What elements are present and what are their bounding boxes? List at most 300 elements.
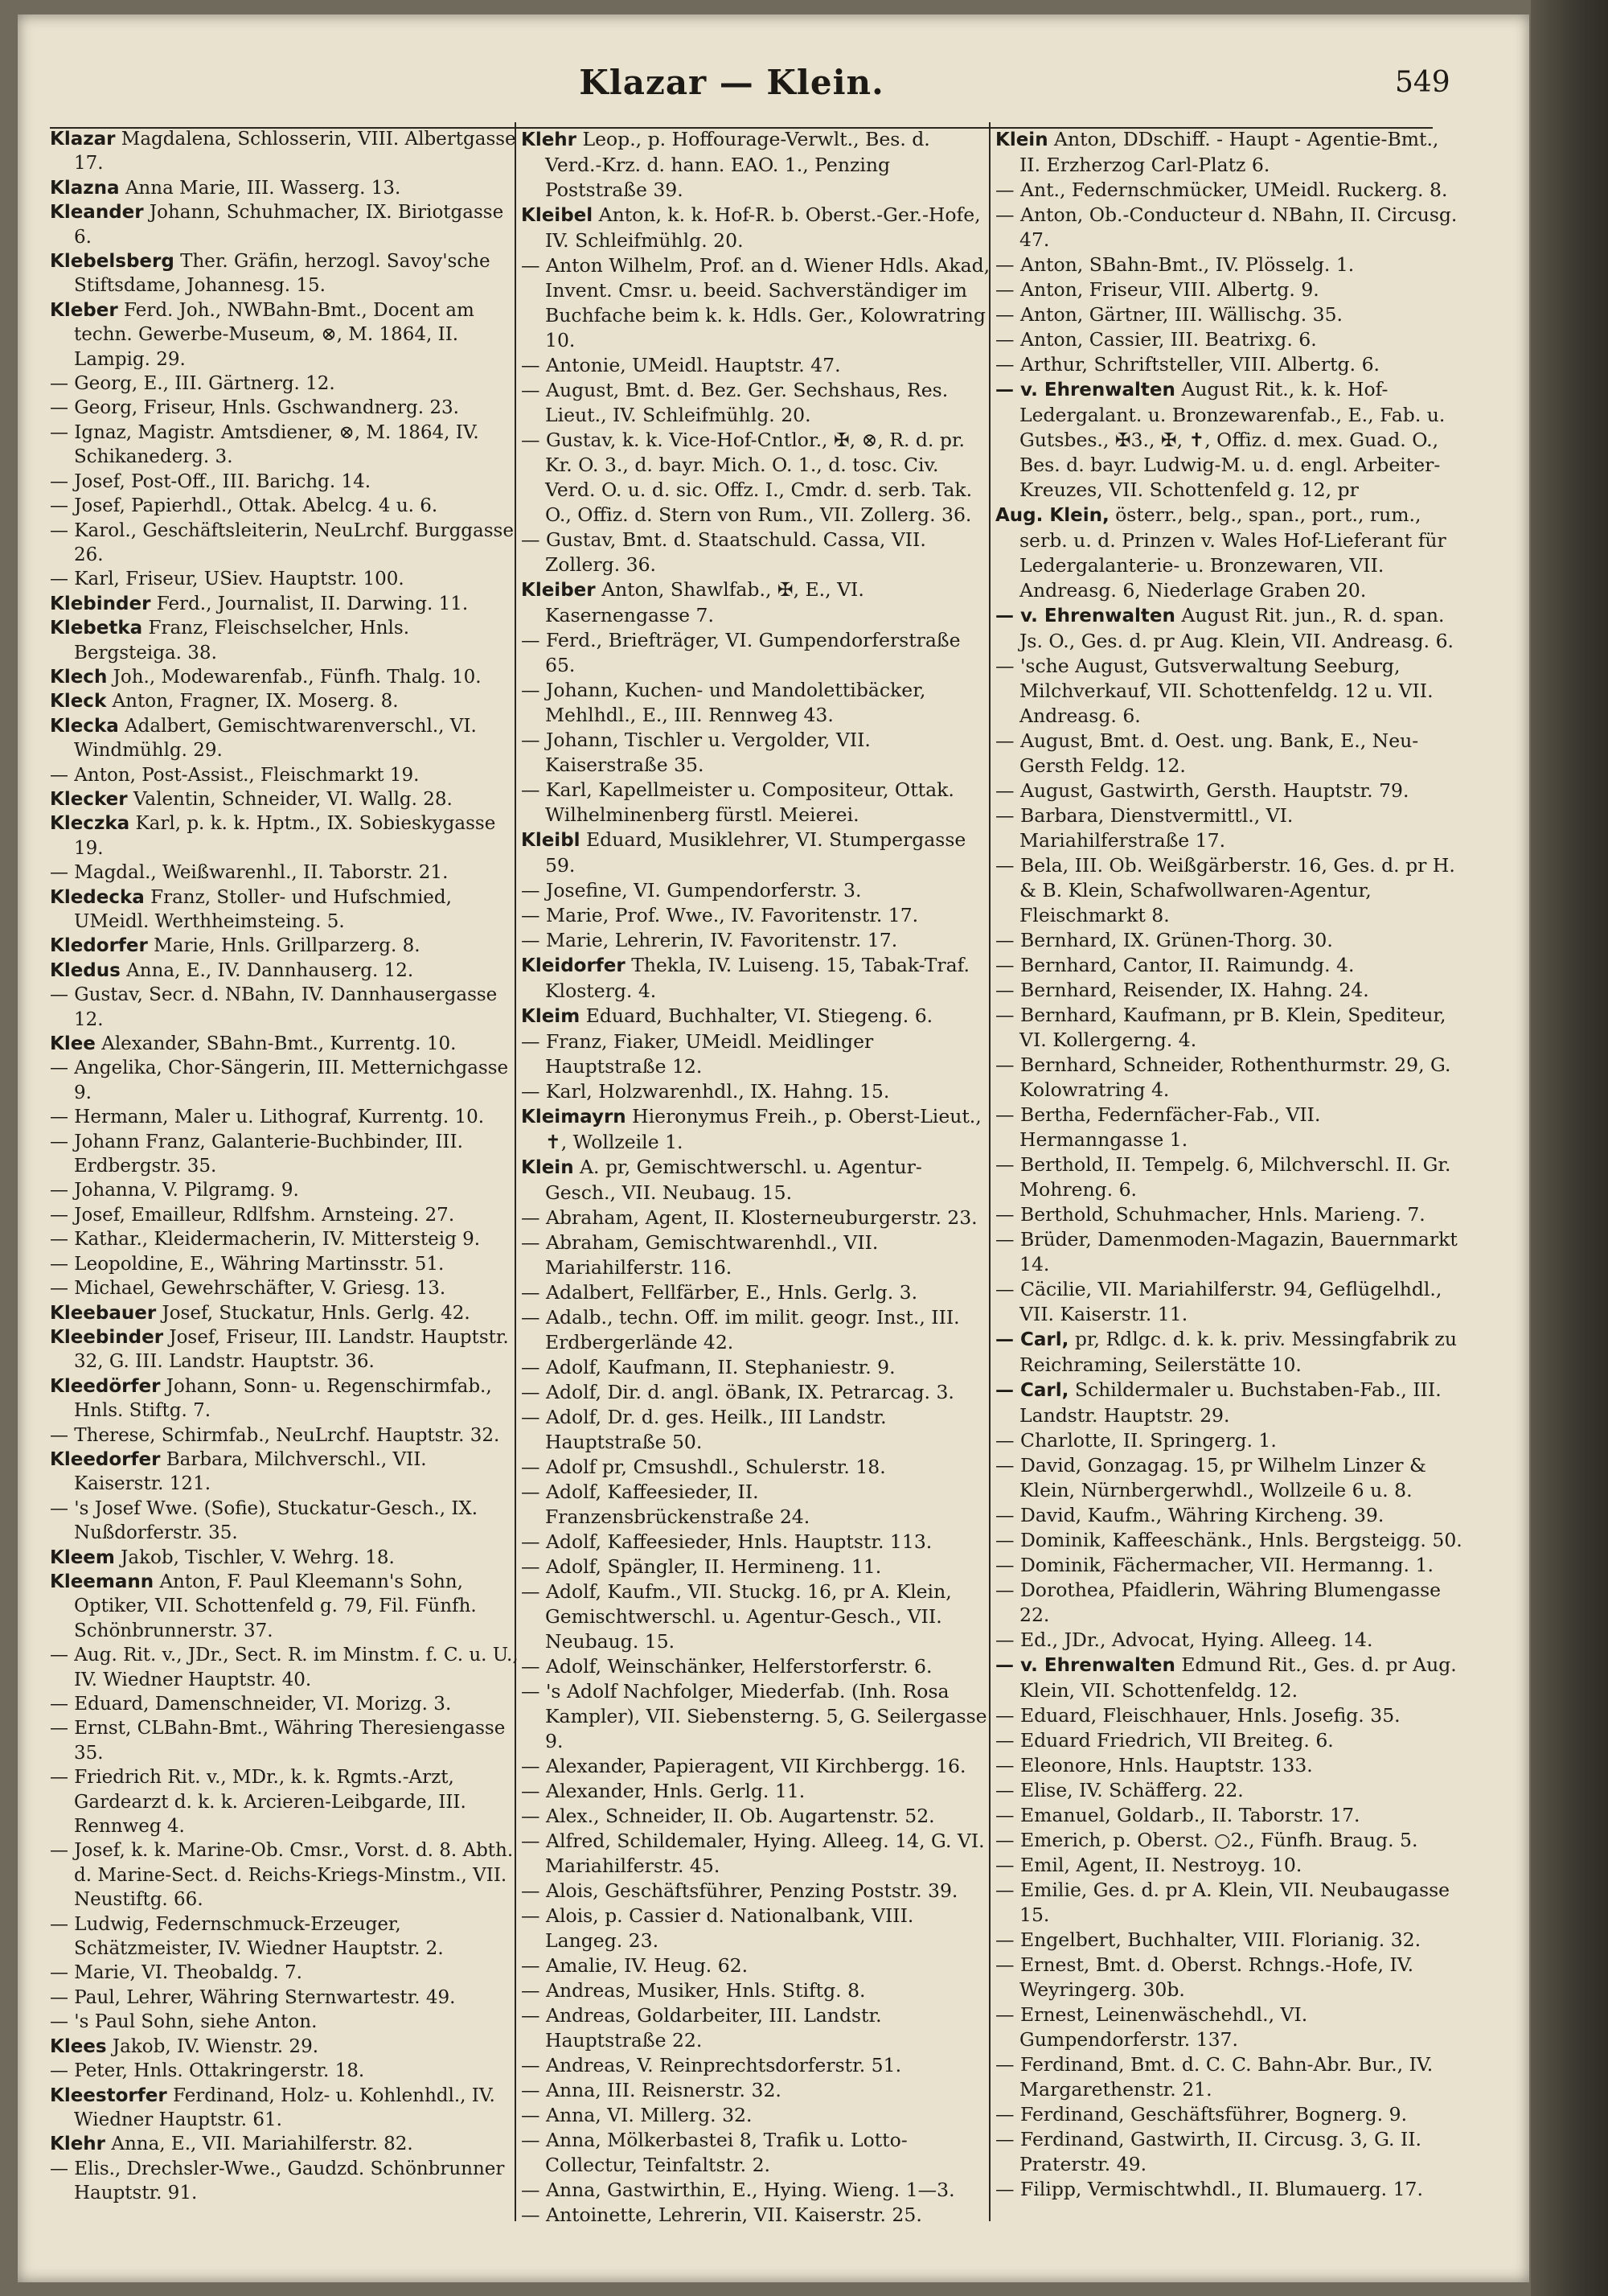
entry-surname: Kleczka	[50, 813, 130, 835]
entry-surname: Aug. Klein,	[995, 505, 1110, 526]
entry-surname: Kleim	[521, 1006, 580, 1027]
directory-entry	[521, 1380, 991, 1405]
entry-details: Eduard, Buchhalter, VI. Stiegeng. 6.	[580, 1004, 933, 1027]
column-3	[995, 127, 1465, 2202]
entry-surname: Kleedörfer	[50, 1375, 161, 1397]
entry-details: Josef, Friseur, III. Landstr. Hauptstr. 32, G. III. Landstr. Hauptstr. 36.	[74, 1326, 509, 1373]
entry-details: — Alois, Geschäftsführer, Penzing Poststr. 39.	[521, 1879, 958, 1902]
entry-details: Edmund Rit., Ges. d. pr Aug. Klein, VII. Schottenfeldg. 12.	[1019, 1653, 1457, 1702]
directory-entry	[521, 2103, 991, 2128]
entry-surname: Kleebauer	[50, 1302, 157, 1324]
entry-details: — Johann, Tischler u. Vergolder, VII. Kaiserstraße 35.	[521, 729, 871, 776]
entry-details: — Adolf, Kaffeesieder, Hnls. Hauptstr. 113.	[521, 1530, 933, 1553]
entry-details: — Ferd., Briefträger, VI. Gumpendorferstraße 65.	[521, 629, 961, 676]
entry-surname: Klebelsberg	[50, 251, 174, 273]
entry-details: — Hermann, Maler u. Lithograf, Kurrentg. 10.	[50, 1107, 485, 1128]
entry-details: August Rit., k. k. Hof-Ledergalant. u. Bronzewarenfab., E., Fab. u. Gutsbes., ✠3., ✠, ✝, Offiz. d. mex. Guad. O., Bes. d. bayr. Ludwig-M. u. d. engl. Arbeiter-Kreuzes, VII. Schottenfeld g. 12, pr	[1019, 378, 1446, 501]
directory-entry	[995, 953, 1465, 978]
entry-surname: — v. Ehrenwalten	[995, 380, 1175, 400]
entry-details: Marie, Hnls. Grillparzerg. 8.	[147, 935, 420, 957]
directory-entry	[50, 1301, 519, 1325]
entry-details: — Josef, Post-Off., III. Barichg. 14.	[50, 470, 371, 492]
entry-details: — Paul, Lehrer, Währing Sternwartestr. 49.	[50, 1986, 456, 2008]
entry-surname: Klebinder	[50, 593, 151, 614]
directory-entry	[995, 1428, 1465, 1453]
entry-surname: Klein	[521, 1157, 574, 1178]
book-spine	[1531, 0, 1608, 2296]
entry-details: Anna Marie, III. Wasserg. 13.	[119, 177, 401, 199]
entry-details: Eduard, Musiklehrer, VI. Stumpergasse 59.	[545, 828, 966, 877]
entry-surname: Klein	[995, 129, 1048, 150]
entry-details: — Georg, Friseur, Hnls. Gschwandnerg. 23.	[50, 397, 459, 419]
directory-entry	[50, 372, 519, 396]
entry-details: — Michael, Gewehrschäfter, V. Griesg. 13.	[50, 1278, 446, 1300]
entry-details: — Anna, Gastwirthin, E., Hying. Wieng. 1—3.	[521, 2179, 955, 2201]
entry-details: — Eleonore, Hnls. Hauptstr. 133.	[995, 1754, 1313, 1776]
entry-surname: Kleemann	[50, 1571, 154, 1592]
entry-details: — Emerich, p. Oberst. ○2., Fünfh. Braug. 5.	[995, 1829, 1418, 1851]
entry-details: — Angelika, Chor-Sängerin, III. Metternichgasse 9.	[50, 1058, 509, 1103]
entry-details: — David, Gonzagag. 15, pr Wilhelm Linzer & Klein, Nürnbergerwhdl., Wollzeile 6 u. 8.	[995, 1454, 1426, 1501]
directory-entry	[995, 253, 1465, 277]
directory-entry	[521, 2203, 991, 2228]
entry-details: — Adolf, Weinschänker, Helferstorferstr. 6.	[521, 1655, 933, 1678]
directory-entry	[995, 1653, 1465, 1703]
directory-entry	[521, 1829, 991, 1879]
directory-entry	[995, 2052, 1465, 2102]
entry-details: — Cäcilie, VII. Mariahilferstr. 94, Geflügelhdl., VII. Kaiserstr. 11.	[995, 1278, 1442, 1325]
entry-surname: Kledus	[50, 959, 121, 981]
directory-entry	[521, 1904, 991, 1953]
entry-details: — Karol., Geschäftsleiterin, NeuLrchf. Burggasse 26.	[50, 520, 514, 565]
directory-entry	[521, 1230, 991, 1280]
entry-details: — Anton Wilhelm, Prof. an d. Wiener Hdls. Akad, Invent. Cmsr. u. beeid. Sachverständiger im Buchfache beim k. k. Hdls. Ger., Kolowratring 10.	[521, 254, 991, 351]
directory-entry	[521, 1405, 991, 1455]
directory-entry	[521, 878, 991, 903]
entry-details: — Andreas, Musiker, Hnls. Stiftg. 8.	[521, 1979, 866, 2002]
directory-entry	[50, 1056, 519, 1105]
entry-details: — Ferdinand, Geschäftsführer, Bognerg. 9.	[995, 2103, 1408, 2126]
entry-details: Hieronymus Freih., p. Oberst-Lieut., ✝, Wollzeile 1.	[545, 1105, 982, 1153]
directory-entry	[521, 1206, 991, 1230]
directory-entry	[50, 1276, 519, 1300]
entry-surname: Kleimayrn	[521, 1107, 626, 1127]
entry-details: — Anna, VI. Millerg. 32.	[521, 2104, 753, 2126]
entry-details: — Elis., Drechsler-Wwe., Gaudzd. Schönbrunner Hauptstr. 91.	[50, 2158, 505, 2204]
directory-entry	[995, 978, 1465, 1003]
directory-entry	[50, 1374, 519, 1423]
entry-surname: Kleander	[50, 202, 144, 224]
entry-details: — Dorothea, Pfaidlerin, Währing Blumengasse 22.	[995, 1579, 1442, 1626]
entry-details: Schildermaler u. Buchstaben-Fab., III. Landstr. Hauptstr. 29.	[1019, 1378, 1442, 1427]
directory-entry	[995, 1878, 1465, 1928]
entry-surname: Kleibl	[521, 830, 580, 851]
entry-details: — Gustav, Bmt. d. Staatschuld. Cassa, VII. Zollerg. 36.	[521, 528, 926, 576]
directory-entry	[521, 1779, 991, 1804]
directory-entry	[995, 203, 1465, 253]
entry-details: Ferd., Journalist, II. Darwing. 11.	[150, 593, 469, 614]
entry-details: — Johanna, V. Pilgramg. 9.	[50, 1180, 299, 1201]
entry-details: — 's Paul Sohn, siehe Anton.	[50, 2011, 318, 2033]
entry-surname: Kledorfer	[50, 935, 148, 957]
directory-entry	[521, 1104, 991, 1155]
entry-details: — Anton, SBahn-Bmt., IV. Plösselg. 1.	[995, 253, 1355, 276]
entry-details: Ther. Gräfin, herzogl. Savoy'sche Stiftsdame, Johannesg. 15.	[74, 251, 490, 297]
directory-entry	[50, 1643, 519, 1692]
entry-details: — Adolf pr, Cmsushdl., Schulerstr. 18.	[521, 1456, 886, 1478]
directory-entry	[521, 2128, 991, 2178]
entry-surname: Kleestorfer	[50, 2084, 167, 2106]
entry-details: — Eduard, Fleischhauer, Hnls. Josefig. 35.	[995, 1704, 1401, 1727]
directory-entry	[995, 1728, 1465, 1753]
entry-details: — Emilie, Ges. d. pr A. Klein, VII. Neubaugasse 15.	[995, 1879, 1450, 1926]
entry-details: — Ferdinand, Gastwirth, II. Circusg. 3, G. II. Praterstr. 49.	[995, 2128, 1422, 2175]
entry-details: Franz, Stoller- und Hufschmied, UMeidl. Werthheimsteing. 5.	[74, 886, 452, 932]
directory-entry	[521, 778, 991, 828]
entry-surname: Klech	[50, 666, 108, 688]
directory-entry	[50, 1692, 519, 1716]
entry-details: — Marie, VI. Theobaldg. 7.	[50, 1962, 302, 1984]
entry-details: Leop., p. Hoffourage-Verwlt., Bes. d. Verd.-Krz. d. hann. EAO. 1., Penzing Poststraße 39.	[545, 128, 930, 201]
entry-details: — Abraham, Agent, II. Klosterneuburgerstr. 23.	[521, 1206, 978, 1229]
entry-details: — Eduard, Damenschneider, VI. Morizg. 3.	[50, 1694, 452, 1715]
directory-entry	[521, 1079, 991, 1104]
directory-entry	[521, 928, 991, 953]
entry-details: — Johann Franz, Galanterie-Buchbinder, III. Erdbergstr. 35.	[50, 1131, 463, 1177]
directory-entry	[521, 353, 991, 378]
directory-entry	[995, 1778, 1465, 1803]
directory-entry	[50, 983, 519, 1032]
directory-entry	[50, 1765, 519, 1838]
directory-entry	[50, 1716, 519, 1765]
directory-entry	[50, 1105, 519, 1129]
entry-details: — 'sche August, Gutsverwaltung Seeburg, Milchverkauf, VII. Schottenfeldg. 12 u. VII. Andreasg. 6.	[995, 655, 1434, 727]
entry-details: — Anton, Gärtner, III. Wällischg. 35.	[995, 303, 1343, 326]
directory-entry	[521, 1579, 991, 1654]
entry-details: — Antonie, UMeidl. Hauptstr. 47.	[521, 354, 841, 376]
directory-entry	[50, 127, 519, 176]
directory-entry	[995, 1628, 1465, 1653]
directory-entry	[50, 298, 519, 372]
entry-details: — Adolf, Dr. d. ges. Heilk., III Landstr. Hauptstraße 50.	[521, 1406, 887, 1453]
entry-details: — Adolf, Dir. d. angl. öBank, IX. Petrarcag. 3.	[521, 1381, 954, 1403]
directory-entry	[995, 178, 1465, 203]
entry-details: — Kathar., Kleidermacherin, IV. Mittersteig 9.	[50, 1229, 481, 1251]
directory-entry	[995, 2002, 1465, 2052]
directory-entry	[521, 628, 991, 678]
directory-entry	[995, 277, 1465, 302]
directory-entry	[521, 1355, 991, 1380]
entry-details: — Dominik, Fächermacher, VII. Hermanng. 1.	[995, 1554, 1434, 1576]
directory-entry	[521, 1953, 991, 1978]
entry-surname: Kleiber	[521, 580, 596, 601]
entry-details: Ferdinand, Holz- u. Kohlenhdl., IV. Wiedner Hauptstr. 61.	[74, 2084, 495, 2130]
directory-entry	[995, 1003, 1465, 1053]
directory-entry	[521, 2178, 991, 2203]
entry-details: — Adolf, Spängler, II. Hermineng. 11.	[521, 1555, 882, 1578]
directory-entry	[50, 1178, 519, 1202]
directory-entry	[50, 1227, 519, 1251]
entry-details: — Brüder, Damenmoden-Magazin, Bauernmarkt 14.	[995, 1228, 1458, 1275]
directory-entry	[50, 1912, 519, 1961]
entry-details: — Josef, Papierhdl., Ottak. Abelcg. 4 u. 6.	[50, 495, 438, 517]
directory-entry	[521, 2078, 991, 2103]
directory-entry	[995, 1828, 1465, 1853]
directory-entry	[50, 860, 519, 885]
entry-details: — Gustav, k. k. Vice-Hof-Cntlor., ✠, ⊗, R. d. pr. Kr. O. 3., d. bayr. Mich. O. 1., d. tosc. Civ. Verd. O. u. d. sic. Offz. I., Cmdr. d. serb. Tak. O., Offiz. d. Stern von Rum., VII. Zollerg. 36.	[521, 429, 973, 526]
entry-details: — Karl, Friseur, USiev. Hauptstr. 100.	[50, 569, 404, 590]
entry-details: — Antoinette, Lehrerin, VII. Kaiserstr. 25.	[521, 2204, 922, 2226]
entry-details: — Bernhard, Cantor, II. Raimundg. 4.	[995, 954, 1355, 976]
entry-surname: Klehr	[50, 2134, 106, 2155]
entry-surname: Klazna	[50, 177, 120, 199]
entry-details: — Adolf, Kaufm., VII. Stuckg. 16, pr A. Klein, Gemischtwerschl. u. Agentur-Gesch., VII. Neubaug. 15.	[521, 1580, 952, 1653]
entry-details: — August, Gastwirth, Gersth. Hauptstr. 79.	[995, 779, 1409, 802]
directory-entry	[995, 1103, 1465, 1152]
entry-details: — Barbara, Dienstvermittl., VI. Mariahilferstraße 17.	[995, 804, 1294, 852]
directory-entry	[521, 2053, 991, 2078]
directory-entry	[995, 2127, 1465, 2177]
directory-entry	[995, 1277, 1465, 1327]
directory-entry	[521, 378, 991, 428]
entry-details: — David, Kaufm., Währing Kircheng. 39.	[995, 1504, 1384, 1526]
directory-entry	[995, 729, 1465, 778]
entry-surname: Klee	[50, 1033, 96, 1055]
entry-surname: — v. Ehrenwalten	[995, 1655, 1175, 1676]
entry-details: österr., belg., span., port., rum., serb. u. d. Prinzen v. Wales Hof-Lieferant für Ledergalanterie- u. Bronzewaren, VII. Andreasg. 6, Niederlage Graben 20.	[1019, 503, 1446, 602]
directory-entry	[521, 828, 991, 878]
entry-details: — Alfred, Schildemaler, Hying. Alleeg. 14, G. VI. Mariahilferstr. 45.	[521, 1830, 985, 1877]
directory-entry	[50, 567, 519, 591]
directory-entry	[50, 2010, 519, 2034]
entry-details: Anna, E., VII. Mariahilferstr. 82.	[105, 2134, 413, 2155]
directory-entry	[50, 934, 519, 958]
directory-entry	[50, 1961, 519, 1985]
directory-entry	[521, 1029, 991, 1079]
entry-details: — Adolf, Kaffeesieder, II. Franzensbrückenstraße 24.	[521, 1481, 810, 1528]
entry-details: — Josef, Emailleur, Rdlfshm. Arnsteing. 27.	[50, 1204, 455, 1226]
directory-entry	[995, 603, 1465, 654]
directory-entry	[50, 616, 519, 665]
directory-entry	[995, 127, 1465, 178]
directory-entry	[521, 903, 991, 928]
entry-details: — Ignaz, Magistr. Amtsdiener, ⊗, M. 1864, IV. Schikanederg. 3.	[50, 421, 479, 468]
directory-entry	[995, 1578, 1465, 1628]
entry-details: — Alexander, Papieragent, VII Kirchbergg. 16.	[521, 1755, 966, 1777]
directory-entry	[50, 665, 519, 689]
entry-details: Alexander, SBahn-Bmt., Kurrentg. 10.	[95, 1033, 457, 1055]
entry-details: — Alois, p. Cassier d. Nationalbank, VIII. Langeg. 23.	[521, 1904, 914, 1952]
directory-entry	[50, 714, 519, 763]
entry-surname: Kleedorfer	[50, 1448, 161, 1470]
directory-entry	[50, 763, 519, 787]
entry-details: — Georg, E., III. Gärtnerg. 12.	[50, 373, 335, 395]
entry-details: — Karl, Holzwarenhdl., IX. Hahng. 15.	[521, 1080, 890, 1103]
entry-surname: Klehr	[521, 129, 577, 150]
directory-entry	[995, 1503, 1465, 1528]
directory-entry	[50, 885, 519, 934]
entry-surname: Kledecka	[50, 886, 145, 908]
entry-details: Joh., Modewarenfab., Fünfh. Thalg. 10.	[107, 666, 482, 688]
entry-details: — Ferdinand, Bmt. d. C. C. Bahn-Abr. Bur., IV. Margarethenstr. 21.	[995, 2053, 1434, 2101]
entry-details: Anton, k. k. Hof-R. b. Oberst.-Ger.-Hofe, IV. Schleifmühlg. 20.	[545, 203, 981, 252]
directory-entry	[995, 1753, 1465, 1778]
entry-surname: Klebetka	[50, 618, 143, 639]
entry-surname: — Carl,	[995, 1380, 1069, 1401]
entry-details: Anton, F. Paul Kleemann's Sohn, Optiker, VII. Schottenfeld g. 79, Fil. Fünfh. Schönbrunnerstr. 37.	[74, 1571, 477, 1641]
entry-details: Anton, Shawlfab., ✠, E., VI. Kasernengasse 7.	[545, 578, 864, 626]
directory-entry	[50, 1497, 519, 1546]
directory-entry	[995, 1053, 1465, 1103]
directory-entry	[995, 1553, 1465, 1578]
entry-details: — Ludwig, Federnschmuck-Erzeuger, Schätzmeister, IV. Wiedner Hauptstr. 2.	[50, 1913, 444, 1960]
entry-details: — Ernest, Leinenwäschehdl., VI. Gumpendorferstr. 137.	[995, 2003, 1308, 2051]
entry-details: — Filipp, Vermischtwhdl., II. Blumauerg. 17.	[995, 2178, 1423, 2200]
directory-entry	[995, 928, 1465, 953]
directory-entry	[995, 1703, 1465, 1728]
entry-details: — Eduard Friedrich, VII Breiteg. 6.	[995, 1729, 1334, 1752]
directory-entry	[521, 1754, 991, 1779]
directory-entry	[521, 1155, 991, 1206]
directory-entry	[50, 2084, 519, 2133]
entry-details: — Alex., Schneider, II. Ob. Augartenstr. 52.	[521, 1805, 935, 1827]
entry-details: — Anton, Ob.-Conducteur d. NBahn, II. Circusg. 47.	[995, 203, 1458, 251]
entry-details: — Anna, Mölkerbastei 8, Trafik u. Lotto-Collectur, Teinfaltstr. 2.	[521, 2129, 908, 2176]
directory-entry	[995, 1152, 1465, 1202]
directory-entry	[50, 1130, 519, 1179]
directory-entry	[995, 778, 1465, 803]
directory-entry	[995, 1378, 1465, 1428]
entry-details: — Abraham, Gemischtwarenhdl., VII. Mariahilferstr. 116.	[521, 1231, 879, 1279]
directory-entry	[995, 1953, 1465, 2002]
entry-details: Anna, E., IV. Dannhauserg. 12.	[120, 959, 414, 981]
directory-entry	[50, 200, 519, 249]
directory-entry	[995, 2177, 1465, 2202]
entry-details: — Josef, k. k. Marine-Ob. Cmsr., Vorst. d. 8. Abth. d. Marine-Sect. d. Reichs-Kriegs-Minstm., VII. Neustiftg. 66.	[50, 1840, 514, 1911]
directory-entry	[995, 803, 1465, 853]
directory-entry	[50, 1203, 519, 1227]
directory-entry	[995, 1453, 1465, 1503]
entry-details: — Karl, Kapellmeister u. Compositeur, Ottak. Wilhelminenberg fürstl. Meierei.	[521, 778, 954, 826]
entry-details: — Berthold, II. Tempelg. 6, Milchverschl. II. Gr. Mohreng. 6.	[995, 1153, 1451, 1201]
directory-entry	[50, 1546, 519, 1570]
entry-details: — Adalb., techn. Off. im milit. geogr. Inst., III. Erdbergerlände 42.	[521, 1306, 960, 1353]
directory-entry	[995, 1202, 1465, 1227]
entry-details: — Bernhard, Schneider, Rothenthurmstr. 29, G. Kolowratring 4.	[995, 1054, 1451, 1101]
directory-entry	[50, 1838, 519, 1912]
directory-entry	[521, 428, 991, 528]
directory-entry	[995, 302, 1465, 327]
entry-details: — Gustav, Secr. d. NBahn, IV. Dannhausergasse 12.	[50, 984, 498, 1030]
entry-details: Adalbert, Gemischtwarenverschl., VI. Windmühlg. 29.	[74, 715, 477, 762]
directory-entry	[521, 203, 991, 253]
directory-entry	[50, 787, 519, 811]
entry-details: — Josefine, VI. Gumpendorferstr. 3.	[521, 879, 862, 902]
entry-details: Franz, Fleischselcher, Hnls. Bergsteiga. 38.	[74, 618, 410, 663]
directory-entry	[521, 1555, 991, 1579]
column-2	[521, 127, 991, 2228]
entry-details: Jakob, IV. Wienstr. 29.	[106, 2035, 319, 2057]
entry-details: — Ernst, CLBahn-Bmt., Währing Theresiengasse 35.	[50, 1718, 506, 1764]
entry-details: — Magdal., Weißwarenhl., II. Taborstr. 21.	[50, 862, 449, 884]
directory-entry	[50, 1032, 519, 1056]
entry-details: — Ant., Federnschmücker, UMeidl. Ruckerg. 8.	[995, 179, 1448, 201]
entry-details: Barbara, Milchverschl., VII. Kaiserstr. 121.	[74, 1448, 427, 1495]
entry-details: — Anton, Post-Assist., Fleischmarkt 19.	[50, 764, 420, 786]
directory-entry	[50, 176, 519, 200]
entry-details: — Leopoldine, E., Währing Martinsstr. 51.	[50, 1253, 445, 1275]
directory-entry	[995, 1528, 1465, 1553]
entry-details: Thekla, IV. Luiseng. 15, Tabak-Traf. Klosterg. 4.	[545, 954, 970, 1002]
directory-entry	[50, 494, 519, 518]
directory-entry	[521, 2003, 991, 2053]
entry-details: — Berthold, Schuhmacher, Hnls. Marieng. 7.	[995, 1203, 1425, 1226]
page-number: 549	[1395, 66, 1450, 99]
entry-details: Johann, Schuhmacher, IX. Biriotgasse 6.	[74, 202, 504, 248]
directory-entry	[50, 1986, 519, 2010]
entry-surname: Kleidorfer	[521, 955, 626, 976]
entry-details: — Anna, III. Reisnerstr. 32.	[521, 2079, 781, 2101]
directory-entry	[50, 421, 519, 470]
entry-details: — August, Bmt. d. Bez. Ger. Sechshaus, Res. Lieut., IV. Schleifmühlg. 20.	[521, 379, 949, 426]
directory-entry	[521, 953, 991, 1004]
entry-details: — Ernest, Bmt. d. Oberst. Rchngs.-Hofe, IV. Weyringerg. 30b.	[995, 1953, 1414, 2001]
entry-details: Josef, Stuckatur, Hnls. Gerlg. 42.	[156, 1302, 470, 1324]
directory-entry	[995, 1853, 1465, 1878]
directory-entry	[521, 1480, 991, 1530]
entry-details: — Dominik, Kaffeeschänk., Hnls. Bergsteigg. 50.	[995, 1529, 1462, 1551]
entry-surname: Kleebinder	[50, 1326, 164, 1348]
entry-details: — Ed., JDr., Advocat, Hying. Alleeg. 14.	[995, 1629, 1373, 1651]
entry-details: August Rit. jun., R. d. span. Js. O., Ges. d. pr Aug. Klein, VII. Andreasg. 6.	[1019, 604, 1454, 652]
entry-details: Anton, DDschiff. - Haupt - Agentie-Bmt., II. Erzherzog Carl-Platz 6.	[1019, 128, 1439, 176]
entry-details: — Adalbert, Fellfärber, E., Hnls. Gerlg. 3.	[521, 1281, 918, 1304]
directory-entry	[521, 528, 991, 577]
entry-details: — Charlotte, II. Springerg. 1.	[995, 1429, 1277, 1452]
directory-entry	[995, 654, 1465, 729]
directory-entry	[50, 1252, 519, 1276]
entry-details: — Therese, Schirmfab., NeuLrchf. Hauptstr. 32.	[50, 1424, 500, 1446]
entry-surname: Klees	[50, 2035, 107, 2057]
directory-entry	[521, 1455, 991, 1480]
entry-details: Anton, Fragner, IX. Moserg. 8.	[106, 691, 399, 713]
entry-details: — Bertha, Federnfächer-Fab., VII. Hermanngasse 1.	[995, 1103, 1321, 1151]
entry-details: Karl, p. k. k. Hptm., IX. Sobieskygasse 19.	[74, 813, 496, 859]
directory-entry	[50, 2035, 519, 2059]
directory-entry	[521, 1004, 991, 1029]
entry-details: — Marie, Lehrerin, IV. Favoritenstr. 17.	[521, 929, 898, 951]
entry-details: — Aug. Rit. v., JDr., Sect. R. im Minstm. f. C. u. U., IV. Wiedner Hauptstr. 40.	[50, 1645, 519, 1690]
directory-entry	[50, 592, 519, 616]
column-1	[50, 127, 519, 2206]
entry-details: — Peter, Hnls. Ottakringerstr. 18.	[50, 2060, 365, 2082]
entry-details: — Marie, Prof. Wwe., IV. Favoritenstr. 17.	[521, 904, 919, 926]
directory-entry	[995, 377, 1465, 503]
entry-details: — Arthur, Schriftsteller, VIII. Albertg. 6.	[995, 353, 1380, 376]
entry-details: — Franz, Fiaker, UMeidl. Meidlinger Hauptstraße 12.	[521, 1030, 874, 1078]
entry-details: Valentin, Schneider, VI. Wallg. 28.	[127, 788, 453, 810]
entry-details: Johann, Sonn- u. Regenschirmfab., Hnls. Stiftg. 7.	[74, 1375, 492, 1422]
entry-details: Ferd. Joh., NWBahn-Bmt., Docent am techn. Gewerbe-Museum, ⊗, M. 1864, II. Lampig. 29.	[74, 299, 474, 370]
directory-entry	[50, 2059, 519, 2083]
directory-entry	[50, 396, 519, 420]
directory-entry	[50, 1570, 519, 1643]
directory-entry	[50, 470, 519, 494]
directory-entry	[50, 1325, 519, 1374]
directory-entry	[521, 1654, 991, 1679]
entry-details: — Emil, Agent, II. Nestroyg. 10.	[995, 1854, 1302, 1876]
directory-entry	[50, 959, 519, 983]
